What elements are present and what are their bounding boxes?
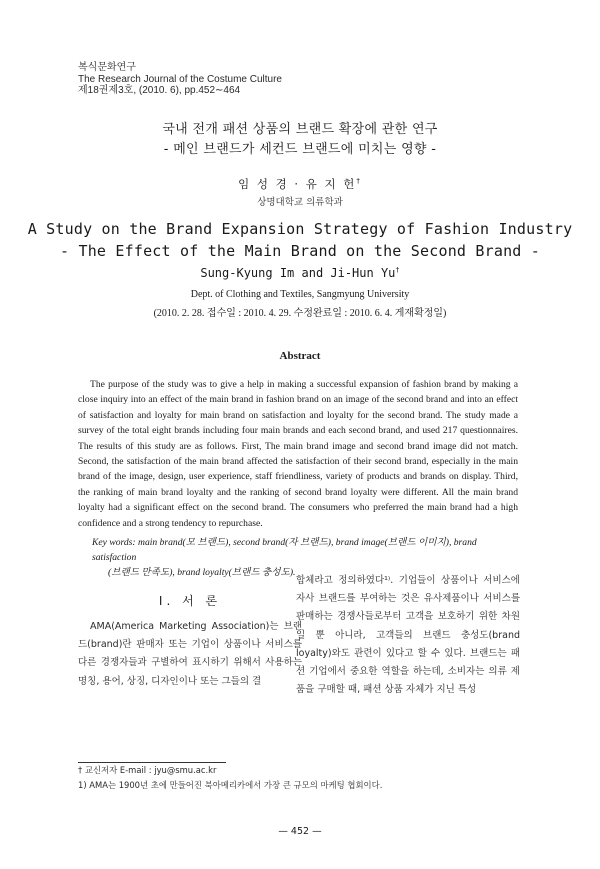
journal-name-korean: 복식문화연구 [78,62,136,73]
journal-name-english: The Research Journal of the Costume Culture [78,73,282,85]
english-authors: Sung-Kyung Im and Ji-Hun Yu† [200,266,400,280]
keywords-line2: (브랜드 만족도), brand loyalty(브랜드 충성도). [108,567,296,578]
english-affiliation: Dept. of Clothing and Textiles, Sangmyung University [190,289,410,300]
page-number: — 452 — [278,826,322,837]
abstract-heading: Abstract [279,350,321,362]
journal-header [78,62,282,97]
korean-title [0,120,600,160]
korean-affiliation: 상명대학교 의류학과 [257,197,343,208]
english-title [0,218,600,262]
english-title-line2: - The Effect of the Main Brand on the Second Brand - [60,242,540,260]
abstract-body: The purpose of the study was to give a help in making a successful expansion of fashion brand by making a close inquiry into an effect of the main brand in fashion brand on an image of the second brand and into an effect of satisfaction and loyalty for main brand on satisfaction and loyalty for the second brand. The study made a survey of the total eight brands including four main brands and each second brand, and used 217 questionnaires. The results of this study are as follows. First, The main brand image and second brand image did not match. Second, the satisfaction of the main brand affected the satisfaction of their second brand, especially in the main brand of the image, design, user experience, staff friendliness, variety of products and brands on display. Third, the ranking of main brand loyalty and the ranking of second brand loyalty were different. All the main brand loyalty had a significant effect on the second brand. The consumers who preferred the main brand had a high confidence and a strong tendency to repurchase. [78,379,518,529]
keywords-line1: Key words: main brand(모 브랜드), second brand(자 브랜드), brand image(브랜드 이미지), brand satisfaction [92,537,477,563]
intro-paragraph: AMA(America Marketing Association)는 브랜드(brand)란 판매자 또는 기업이 상품이나 서비스를 다른 경쟁자들과 구별하여 표시하기 위해서 사용하는 명칭, 용어, 상징, 디자인이나 또는 그들의 결 [78,621,302,687]
section-heading-introduction: Ⅰ. 서 론 [158,594,222,608]
footnote-corresponding-author: † 교신저자 E-mail : jyu@smu.ac.kr [78,765,217,775]
body-column-right [296,572,520,699]
corresponding-author-mark: † [395,266,400,274]
korean-title-line1: 국내 전개 패션 상품의 브랜드 확장에 관한 연구 [162,122,438,137]
journal-issue: 제18권제3호, (2010. 6), pp.452∼464 [78,85,241,96]
english-title-line1: A Study on the Brand Expansion Strategy of Fashion Industry [27,220,573,238]
submission-dates: (2010. 2. 28. 접수일 : 2010. 4. 29. 수정완료일 : 2010. 6. 4. 게재확정일) [153,308,447,319]
footnote-1: 1) AMA는 1900년 초에 만들어진 북아메리카에서 가장 큰 규모의 마케팅 협회이다. [78,780,383,790]
body-column-left [78,618,302,691]
korean-authors: 임 성 경 · 유 지 헌† [238,177,362,191]
korean-title-line2: - 메인 브랜드가 세컨드 브랜드에 미치는 영향 - [163,142,437,157]
corresponding-author-mark: † [356,177,362,186]
intro-paragraph-continued: 합체라고 정의하였다¹⁾. 기업들이 상품이나 서비스에 자사 브랜드를 부여하는 것은 유사제품이나 서비스를 판매하는 경쟁사들로부터 고객을 보호하기 위한 차원일 뿐 아니라, 고객들의 브랜드 충성도(brand loyalty)와도 관련이 있다고 할 수 있다. 브랜드는 패션 기업에서 중요한 역할을 하는데, 소비자는 의류 제품을 구매할 때, 패션 상품 자체가 지닌 특성 [296,575,520,696]
footnotes [78,763,528,793]
